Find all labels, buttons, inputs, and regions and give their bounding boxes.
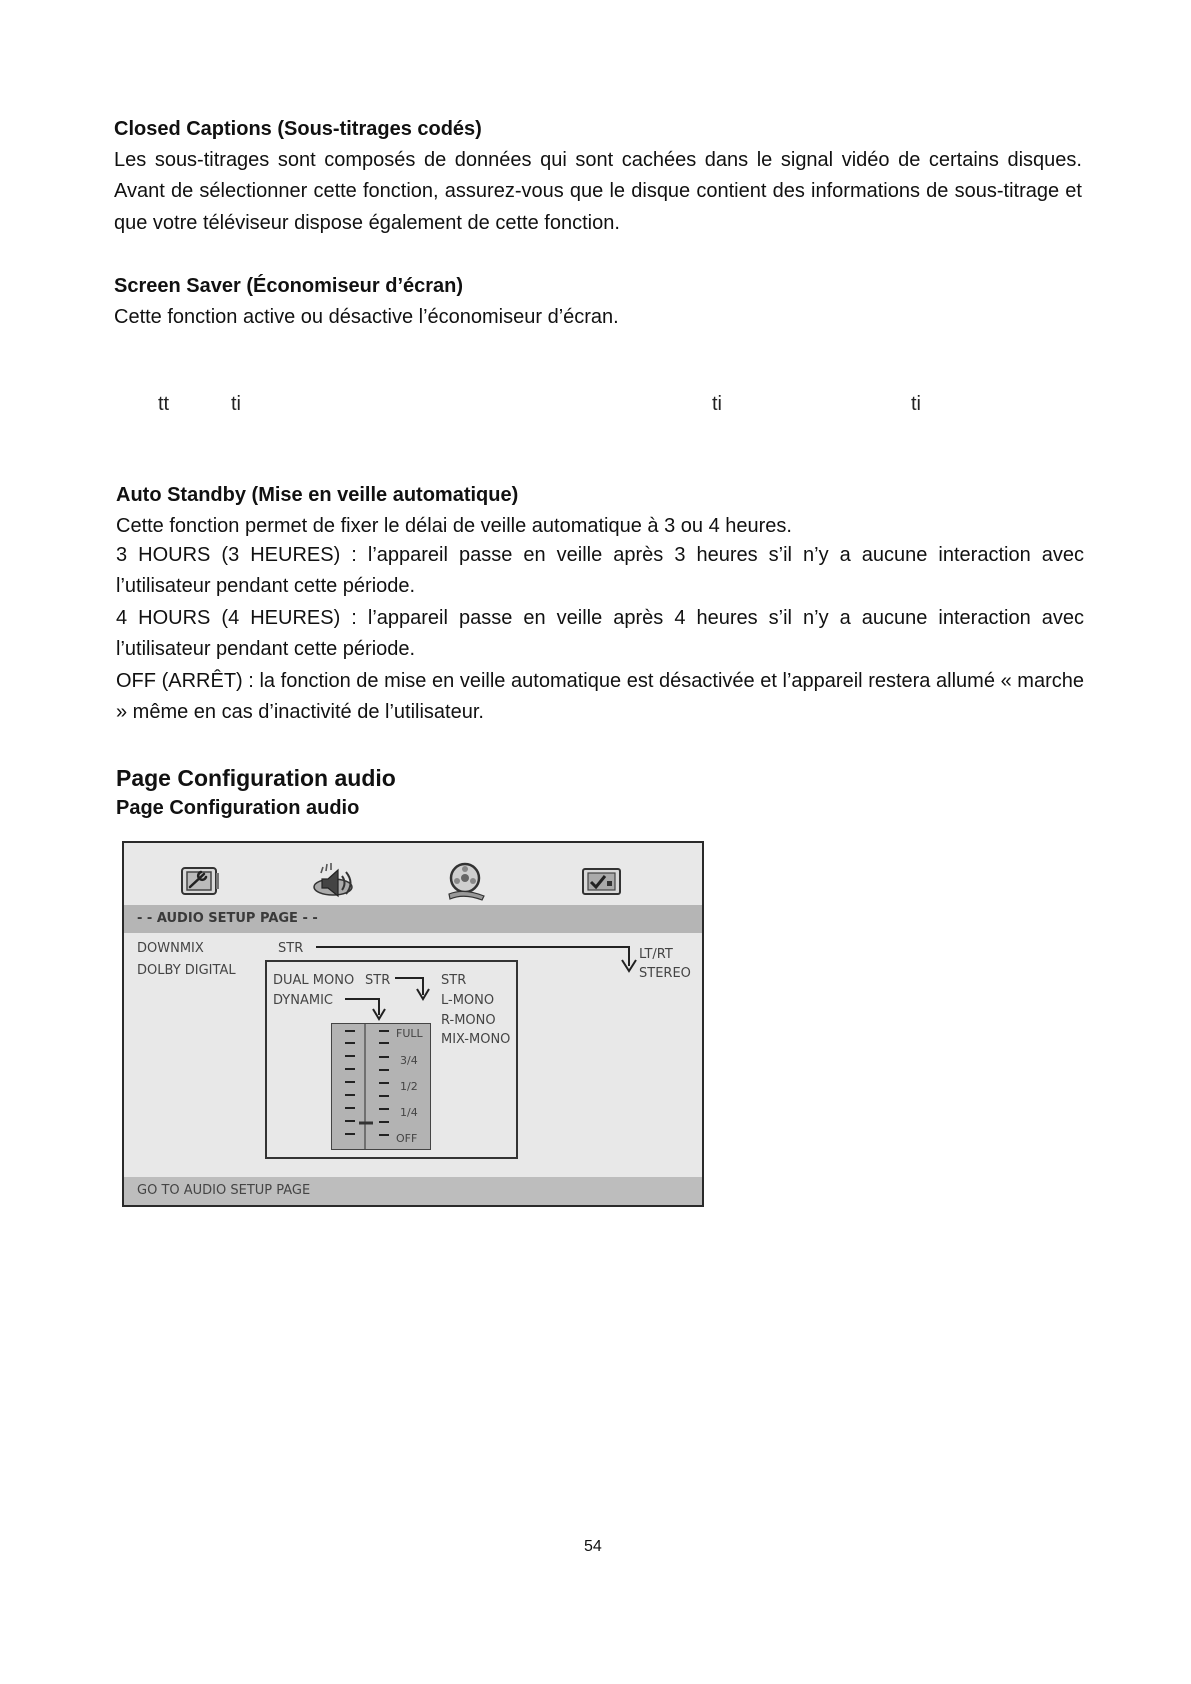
downmix-value[interactable]: STR [278,941,304,956]
stray-fragment: ti [911,393,921,415]
dual-mono-value[interactable]: STR [365,973,391,988]
dynamic-level-full[interactable]: FULL [396,1027,423,1040]
auto-standby-title: Auto Standby (Mise en veille automatique) [116,484,519,506]
dolby-digital-label[interactable]: DOLBY DIGITAL [137,963,236,978]
dual-mono-label[interactable]: DUAL MONO [273,973,355,988]
stray-fragment: tt [158,393,170,415]
stray-fragment: ti [712,393,722,415]
page-number: 54 [584,1538,602,1555]
screen-saver-body: Cette fonction active ou désactive l’économiseur d’écran. [114,306,619,328]
audio-page-subheading: Page Configuration audio [116,797,360,819]
osd-footer: GO TO AUDIO SETUP PAGE [124,1177,702,1205]
closed-captions-title: Closed Captions (Sous-titrages codés) [114,118,482,140]
dual-mono-option-rmono[interactable]: R-MONO [441,1013,496,1028]
stray-fragment: ti [231,393,241,415]
screen-saver-title: Screen Saver (Économiseur d’écran) [114,275,464,297]
audio-page-heading: Page Configuration audio [116,765,396,791]
auto-standby-intro: Cette fonction permet de fixer le délai de veille automatique à 3 ou 4 heures. [116,515,792,537]
dual-mono-option-lmono[interactable]: L-MONO [441,993,495,1008]
auto-standby-4h: 4 HOURS (4 HEURES) : l’appareil passe en veille après 4 heures s’il n’y a aucune interaction avec l’utilisateur pendant cette période. [116,607,1084,661]
slider-ticks [345,1031,389,1135]
closed-captions-body: Les sous-titrages sont composés de données qui sont cachées dans le signal vidéo de certains disques. Avant de sélectionner cette fonction, assurez-vous que le disque contient des informations de sous-titrage et que votre téléviseur dispose également de cette fonction. [114,149,1082,234]
dynamic-level-1-2[interactable]: 1/2 [400,1080,418,1093]
auto-standby-off: OFF (ARRÊT) : la fonction de mise en veille automatique est désactivée et l’appareil restera allumé « marche » même en cas d’inactivité de l’utilisateur. [116,670,1084,724]
auto-standby-3h: 3 HOURS (3 HEURES) : l’appareil passe en veille après 3 heures s’il n’y a aucune interaction avec l’utilisateur pendant cette période. [116,544,1084,598]
dynamic-label[interactable]: DYNAMIC [273,993,333,1008]
dual-mono-option-str[interactable]: STR [441,973,467,988]
downmix-option-stereo[interactable]: STEREO [639,966,691,981]
dynamic-level-off[interactable]: OFF [396,1132,418,1145]
audio-setup-osd [122,841,704,1207]
dynamic-level-1-4[interactable]: 1/4 [400,1106,418,1119]
dynamic-level-3-4[interactable]: 3/4 [400,1054,418,1067]
downmix-label[interactable]: DOWNMIX [137,941,204,956]
osd-connectors [124,843,702,1205]
dual-mono-option-mixmono[interactable]: MIX-MONO [441,1032,511,1047]
osd-title-bar: - - AUDIO SETUP PAGE - - [124,905,702,933]
downmix-option-ltrt[interactable]: LT/RT [639,947,673,962]
